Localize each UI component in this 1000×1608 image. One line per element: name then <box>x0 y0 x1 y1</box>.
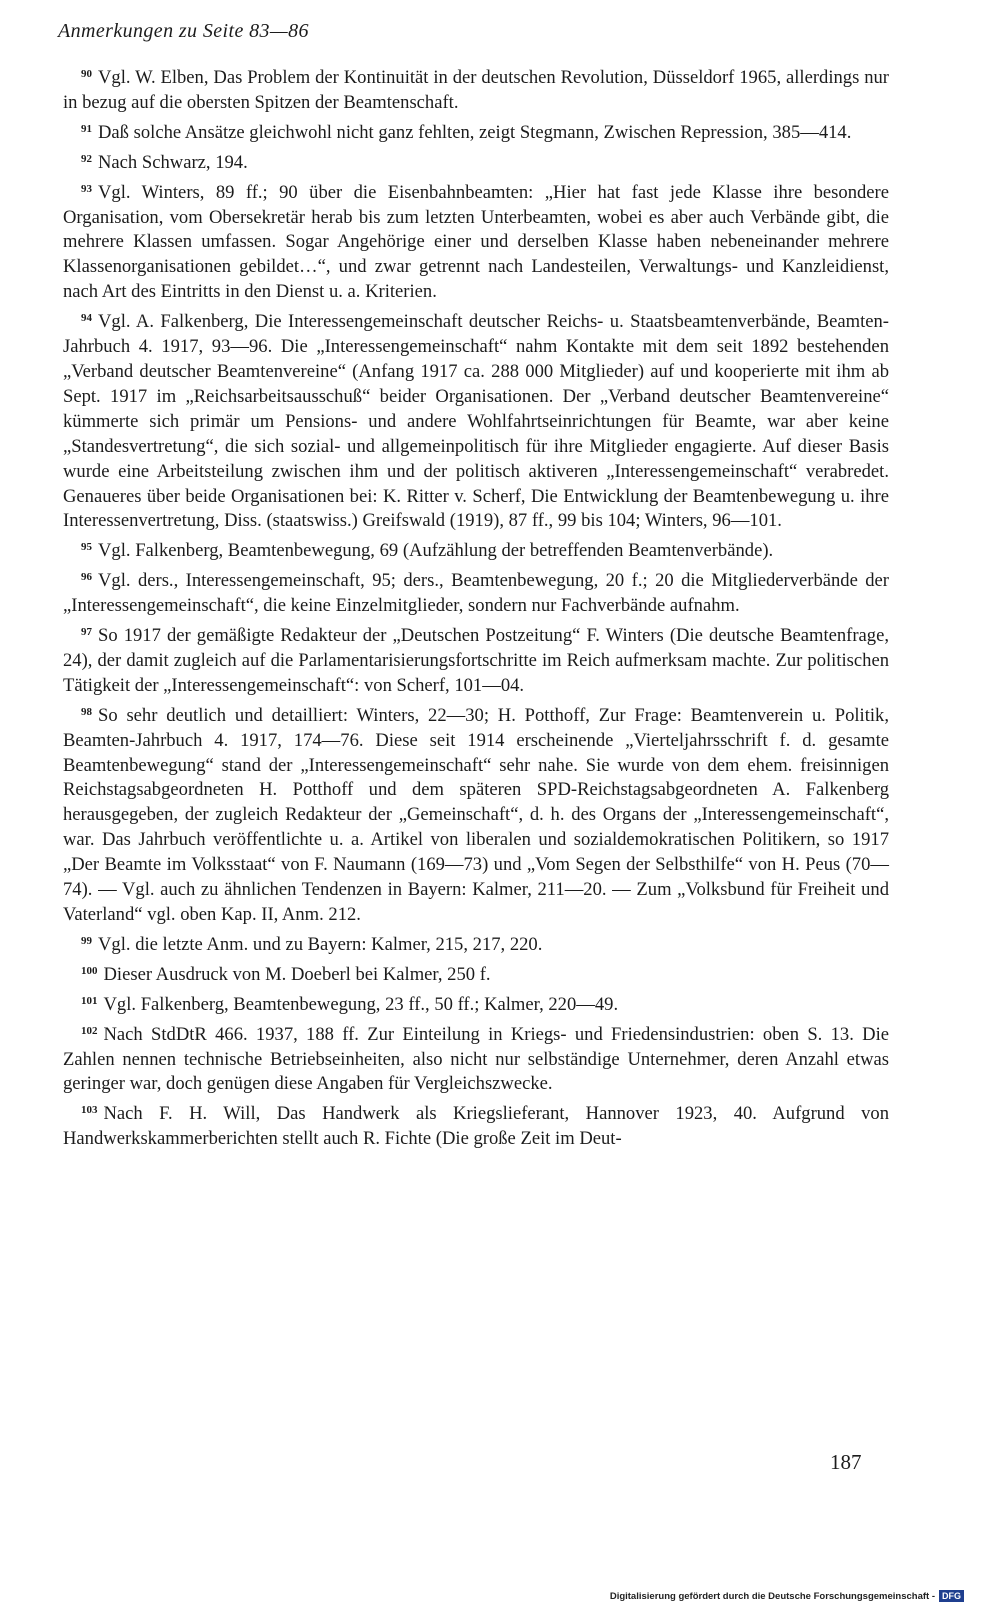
footnote-text: Vgl. Falkenberg, Beamtenbewegung, 23 ff., 50 ff.; Kalmer, 220—49. <box>103 993 619 1015</box>
footnote <box>63 1098 889 1152</box>
digitization-credit <box>610 1590 964 1602</box>
footnote-text: So 1917 der gemäßigte Redakteur der „Deutschen Postzeitung“ F. Winters (Die deutsche Beamtenfrage, 24), der damit zugleich auf die Parlamentarisierungsfortschritte im Reich aufmerksam machte. Zur politischen Tätigkeit der „Interessengemeinschaft“: von Scherf, 101—04. <box>63 625 889 696</box>
footnote-text: Vgl. Falkenberg, Beamtenbewegung, 69 (Aufzählung der betreffenden Beamtenverbände). <box>98 540 774 562</box>
footnote <box>63 620 889 699</box>
footnote-text: Daß solche Ansätze gleichwohl nicht ganz fehlten, zeigt Stegmann, Zwischen Repression, 385—414. <box>98 121 852 143</box>
footnote <box>63 147 889 176</box>
footnote <box>63 177 889 306</box>
footnote-number: 92 <box>81 152 92 165</box>
footnote-number: 94 <box>81 312 92 325</box>
footnote-text: Vgl. A. Falkenberg, Die Interessengemeinschaft deutscher Reichs- u. Staatsbeamtenverbände, Beamten-Jahrbuch 4. 1917, 93—96. Die „Interessengemeinschaft“ nahm Kontakte mit dem seit 1892 bestehenden „Verband deutscher Beamtenvereine“ (Anfang 1917 ca. 288 000 Mitglieder) auf und kooperierte mit ihm ab Sept. 1917 im „Reichsarbeitsausschuß“ beider Organisationen. Der „Verband deutscher Beamtenvereine“ kümmerte sich primär um Pensions- und andere Wohlfahrtseinrichtungen für Beamte, war aber keine „Standesvertretung“, die sich sozial- und allgemeinpolitisch für ihre Mitglieder engagierte. Auf dieser Basis wurde eine Arbeitsteilung zwischen ihm und der politisch aktiveren „Interessengemeinschaft“ verabredet. Genaueres über beide Organisationen bei: K. Ritter v. Scherf, Die Entwicklung der Beamtenbewegung u. ihre Interessenvertretung, Diss. (staatswiss.) Greifswald (1919), 87 ff., 99 bis 104; Winters, 96—101. <box>63 311 889 532</box>
footnote-number: 101 <box>81 994 98 1007</box>
footnote-number: 99 <box>81 934 92 947</box>
footnote <box>63 565 889 619</box>
footnote-text: Vgl. Winters, 89 ff.; 90 über die Eisenbahnbeamten: „Hier hat fast jede Klasse ihre besondere Organisation, vom Obersekretär herab bis zum letzten Unterbeamten, wobei es aber auch Verbände gibt, die mehrere Klassen umfassen. Sogar Angehörige einer und derselben Klasse haben nebeneinander mehrere Klassenorganisationen gebildet…“, und zwar getrennt nach Landesteilen, Verwaltungs- und Kanzleidienst, nach Art des Eintritts in den Dienst u. a. Kriterien. <box>63 181 889 303</box>
footnotes <box>63 62 889 1153</box>
footnote <box>63 535 889 564</box>
footnote <box>63 117 889 146</box>
footnote-number: 102 <box>81 1024 98 1037</box>
footnote-number: 93 <box>81 182 92 195</box>
dfg-logo-icon: DFG <box>939 1590 964 1602</box>
footnote <box>63 989 889 1018</box>
footnote-text: Vgl. W. Elben, Das Problem der Kontinuität in der deutschen Revolution, Düsseldorf 1965, allerdings nur in bezug auf die obersten Spitzen der Beamtenschaft. <box>63 67 889 113</box>
footnote <box>63 306 889 534</box>
credit-text: Digitalisierung gefördert durch die Deutsche Forschungsgemeinschaft - <box>609 1590 935 1602</box>
footnote-number: 96 <box>81 571 92 584</box>
footnote-text: Nach F. H. Will, Das Handwerk als Kriegslieferant, Hannover 1923, 40. Aufgrund von Handwerkskammerberichten stellt auch R. Fichte (Die große Zeit im Deut- <box>63 1103 889 1150</box>
footnote-text: Nach StdDtR 466. 1937, 188 ff. Zur Einteilung in Kriegs- und Friedensindustrien: oben S. 13. Die Zahlen nennen technische Betriebseinheiten, also nicht nur selbständige Unternehmer, deren Anzahl etwas geringer war, doch genügen diese Angaben für Vergleichszwecke. <box>63 1023 889 1095</box>
footnote-number: 103 <box>81 1104 98 1117</box>
running-title: Anmerkungen zu Seite 83—86 <box>58 20 309 42</box>
page-number: 187 <box>830 1450 862 1474</box>
footnote-text: Vgl. ders., Interessengemeinschaft, 95; ders., Beamtenbewegung, 20 f.; 20 die Mitgliederverbände der „Interessengemeinschaft“, die keine Einzelmitglieder, sondern nur Fachverbände aufnahm. <box>63 570 889 617</box>
footnote-text: Vgl. die letzte Anm. und zu Bayern: Kalmer, 215, 217, 220. <box>98 933 543 955</box>
footnote <box>63 929 889 958</box>
footnote-number: 90 <box>81 68 92 80</box>
footnote <box>63 700 889 928</box>
footnote <box>63 62 889 116</box>
footnote-number: 100 <box>81 964 98 977</box>
footnote <box>63 959 889 988</box>
footnote-number: 98 <box>81 705 92 718</box>
footnote-number: 91 <box>81 122 92 135</box>
footnote <box>63 1019 889 1098</box>
footnote-text: So sehr deutlich und detailliert: Winters, 22—30; H. Potthoff, Zur Frage: Beamtenverein u. Politik, Beamten-Jahrbuch 4. 1917, 174—76. Diese seit 1914 erscheinende „Vierteljahrsschrift f. d. gesamte Beamtenbewegung“ stand der „Interessengemeinschaft“ sehr nahe. Sie wurde von dem ehem. freisinnigen Reichstagsabgeordneten H. Potthoff und dem späteren SPD-Reichstagsabgeordneten A. Falkenberg herausgegeben, der zugleich Redakteur der „Gemeinschaft“, d. h. des Organs der „Interessengemeinschaft“, war. Das Jahrbuch veröffentlichte u. a. Artikel von liberalen und sozialdemokratischen Politikern, so 1917 „Der Beamte im Volksstaat“ von F. Naumann (169—73) und „Vom Segen der Selbsthilfe“ von H. Peus (70—74). — Vgl. auch zu ähnlichen Tendenzen in Bayern: Kalmer, 211—20. — Zum „Volksbund für Freiheit und Vaterland“ vgl. oben Kap. II, Anm. 212. <box>63 704 889 925</box>
footnote-text: Nach Schwarz, 194. <box>98 151 248 173</box>
footnote-number: 97 <box>81 626 92 639</box>
footnote-number: 95 <box>81 541 92 554</box>
footnote-text: Dieser Ausdruck von M. Doeberl bei Kalmer, 250 f. <box>103 963 491 985</box>
